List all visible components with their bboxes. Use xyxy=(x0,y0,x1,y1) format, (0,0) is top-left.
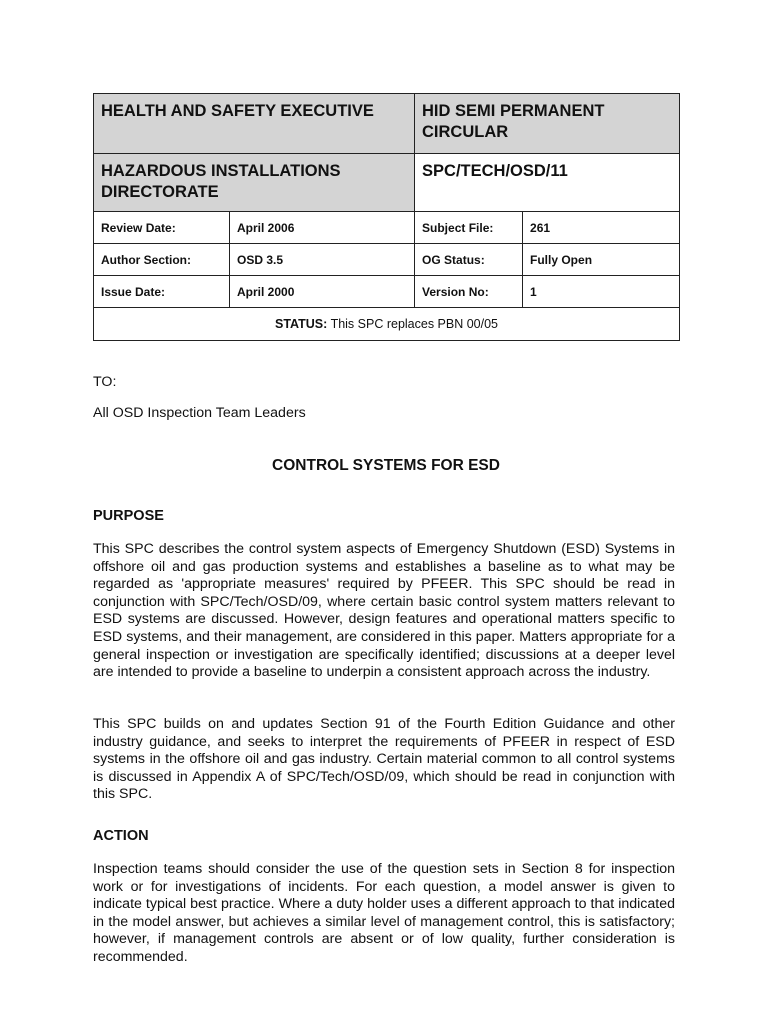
directorate-title: HAZARDOUS INSTALLATIONS DIRECTORATE xyxy=(94,154,415,212)
og-status-value: Fully Open xyxy=(523,244,680,276)
document-title: CONTROL SYSTEMS FOR ESD xyxy=(272,457,500,474)
author-section-label: Author Section: xyxy=(94,244,230,276)
purpose-paragraph-2: This SPC builds on and updates Section 91 of the Fourth Edition Guidance and other industry guidance, and seeks to interpret the requirements of PFEER in respect of ESD systems in the offshore oil and gas industry. Certain material common to all control systems is discussed in Appendix A of SPC/Tech/OSD/09, which should be read in conjunction with this SPC. xyxy=(93,716,675,803)
circular-title: HID SEMI PERMANENT CIRCULAR xyxy=(415,94,680,154)
subject-file-label: Subject File: xyxy=(415,212,523,244)
action-heading: ACTION xyxy=(93,828,149,844)
meta-row xyxy=(94,244,680,276)
review-date-value: April 2006 xyxy=(230,212,415,244)
purpose-paragraph-1: This SPC describes the control system aspects of Emergency Shutdown (ESD) Systems in offshore oil and gas production systems and establishes a baseline as to what may be regarded as 'appropriate measures' required by PFEER. This SPC should be read in conjunction with SPC/Tech/OSD/09, where certain basic control system matters relevant to ESD systems are discussed. However, design features and operational matters specific to ESD systems, and their management, are considered in this paper. Matters appropriate for a general inspection or investigation are specifically identified; discussions at a deeper level are intended to provide a baseline to underpin a consistent approach across the industry. xyxy=(93,541,675,681)
action-paragraph-1: Inspection teams should consider the use of the question sets in Section 8 for inspection work or for investigations of incidents. For each question, a model answer is given to indicate typical best practice. Where a duty holder uses a different approach to that indicated in the model answer, but achieves a similar level of management control, this is satisfactory; however, if management controls are absent or of low quality, further consideration is recommended. xyxy=(93,861,675,965)
subject-file-value: 261 xyxy=(523,212,680,244)
author-section-value: OSD 3.5 xyxy=(230,244,415,276)
header-table xyxy=(93,93,680,341)
meta-row xyxy=(94,276,680,308)
status-row xyxy=(94,308,680,341)
issue-date-label: Issue Date: xyxy=(94,276,230,308)
reference-number: SPC/TECH/OSD/11 xyxy=(415,154,680,212)
to-recipients: All OSD Inspection Team Leaders xyxy=(93,405,306,421)
to-label: TO: xyxy=(93,374,117,390)
meta-row xyxy=(94,212,680,244)
version-value: 1 xyxy=(523,276,680,308)
org-title: HEALTH AND SAFETY EXECUTIVE xyxy=(94,94,415,154)
status-label: STATUS: xyxy=(275,317,328,331)
status-text: This SPC replaces PBN 00/05 xyxy=(330,317,499,331)
og-status-label: OG Status: xyxy=(415,244,523,276)
version-label: Version No: xyxy=(415,276,523,308)
review-date-label: Review Date: xyxy=(94,212,230,244)
issue-date-value: April 2000 xyxy=(230,276,415,308)
purpose-heading: PURPOSE xyxy=(93,508,164,524)
